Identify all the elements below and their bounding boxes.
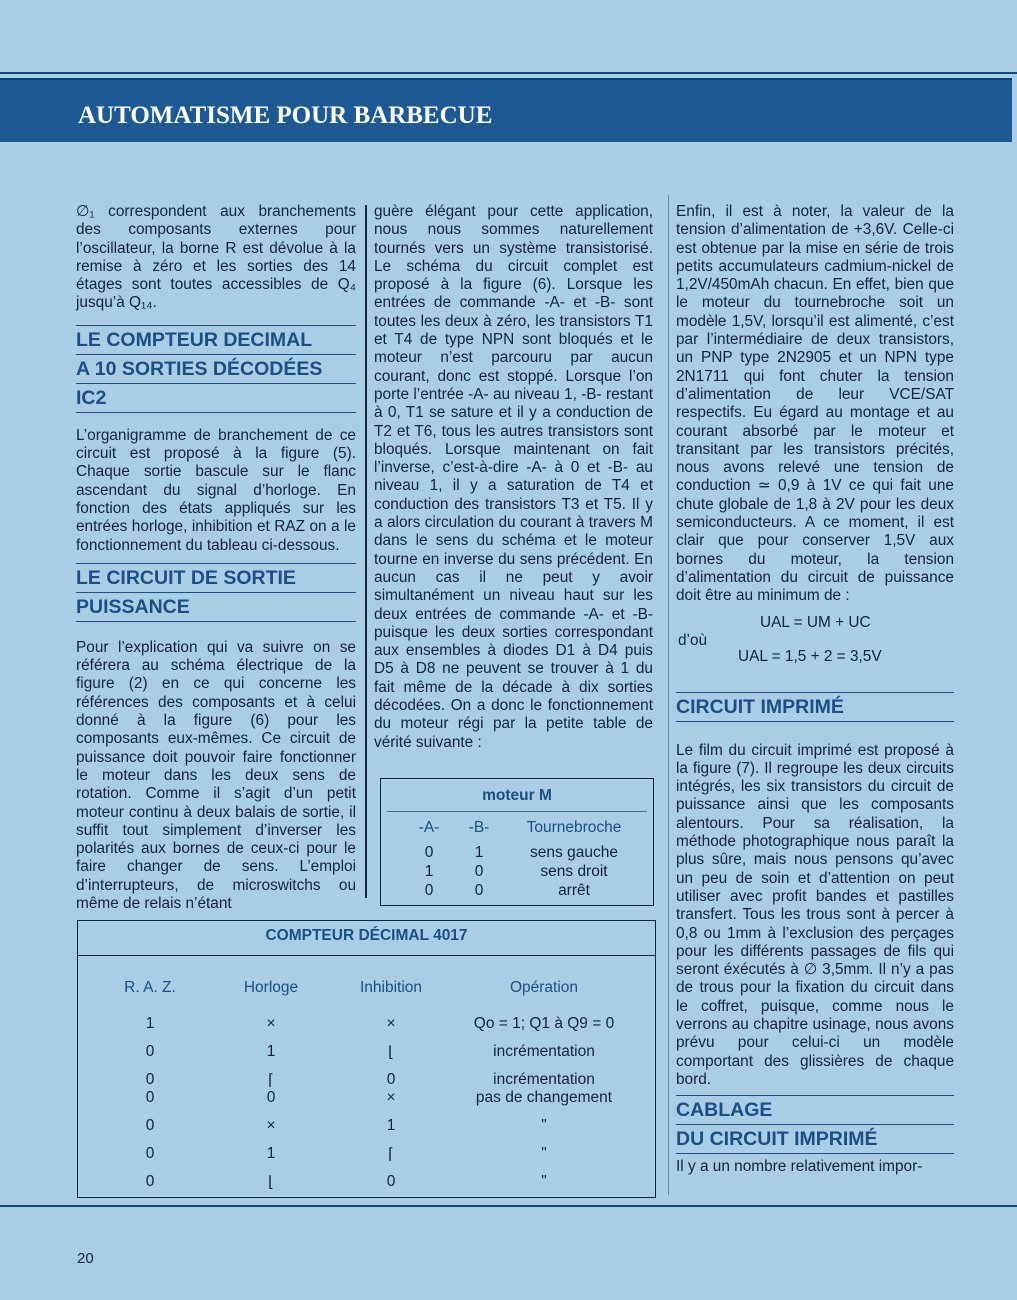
article-title: AUTOMATISME POUR BARBECUE [78,102,493,129]
equation-block [676,612,954,674]
counter-cell: 1 [145,1015,155,1032]
heading-compteur-decimal [76,325,356,413]
page-number: 20 [77,1250,94,1267]
counter-cell: 1 [266,1145,276,1162]
heading-line: CABLAGE [676,1095,954,1125]
heading-cablage [676,1095,954,1154]
equation-1: UAL = UM + UC [760,613,871,631]
heading-line: A 10 SORTIES DÉCODÉES [76,355,356,384]
paragraph-cablage: Il y a un nombre relativement impor- [676,1158,923,1176]
counter-cell: 0 [145,1117,155,1134]
counter-4017-table [77,920,656,1198]
counter-cell: 0 [386,1173,396,1190]
counter-header-raz: R. A. Z. [124,979,176,996]
counter-cell: " [541,1173,547,1190]
motor-cell: 1 [424,863,434,880]
counter-cell: 0 [145,1071,155,1088]
motor-cell: 1 [474,844,484,861]
counter-header-horloge: Horloge [243,979,299,996]
divider [387,811,647,812]
column-divider [668,195,669,1195]
paragraph-organigramme: L’organigramme de branchement de ce circuit est proposé à la figure (5). Chaque sortie bascule sur le flanc ascendant du signal d’horloge. En fonction des états appliqués sur les entrées horloge, inhibition et RAZ on a le fonctionnement du tableau ci-dessous. [76,426,356,554]
falling-edge-symbol: ⌊ [387,1044,395,1061]
motor-header-a: -A- [418,819,440,836]
counter-cell: 0 [386,1071,396,1088]
counter-header-operation: Opération [509,979,579,996]
counter-cell: 0 [145,1089,155,1106]
heading-line: PUISSANCE [76,593,356,622]
paragraph-explication: Pour l’explication qui va suivre on se référera au schéma électrique de la figure (2) en ce qui concerne les références des composants et à celui donné à la figure (6) pour les composants eux-mêmes. Ce circuit de puissance doit pouvoir faire fonctionner le moteur dans les deux sens de rotation. Comme il s’agit d’un petit moteur continu à deux balais de sortie, il suffit tout simplement d’inverser les polarités aux bornes de ceux-ci pour le faire changer de sens. L’emploi d’interrupteurs, de microswitchs ou même de relais n’étant [76,638,356,913]
counter-cell: 1 [266,1043,276,1060]
column-3 [676,203,954,1176]
counter-cell: × [266,1015,276,1032]
paragraph-alimentation: Enfin, il est à noter, la valeur de la tension d’alimentation de +3,6V. Celle-ci est obtenue par la mise en série de trois petits accumulateurs cadmium-nickel de 1,2V/450mAh chacun. En effet, bien que le moteur du tournebroche soit un modèle 1,5V, lorsqu’il est alimenté, c’est par l’intermédiaire de deux transistors, un PNP type 2N2905 et un NPN type 2N1711 qui font chuter la tension d’alimentation de leur VCE/SAT respectifs. Eu égard au montage et au courant absorbé par le moteur et transitant par les transistors précités, nous avons relevé une tension de conduction ≃ 0,9 à 1V ce qui fait une chute globale de 1,8 à 2V pour les deux semiconducteurs. A ce moment, il est clair que pour conserver 1,5V aux bornes du moteur, la tension d’alimentation du circuit de puissance doit être au minimum de : [676,203,954,605]
heading-line: DU CIRCUIT IMPRIMÉ [676,1125,954,1154]
column-1 [76,203,356,913]
counter-cell: × [386,1015,396,1032]
counter-cell: pas de changement [475,1089,613,1106]
column-divider [365,205,367,898]
heading-line: LE COMPTEUR DECIMAL [76,325,356,355]
falling-edge-symbol: ⌊ [267,1174,275,1191]
counter-table-title: COMPTEUR DÉCIMAL 4017 [265,927,468,944]
motor-cell: 0 [424,844,434,861]
counter-header-inhibition: Inhibition [359,979,423,996]
counter-cell: 0 [145,1173,155,1190]
motor-cell: sens droit [540,863,608,880]
divider [78,955,655,956]
heading-line: IC2 [76,384,356,413]
paragraph-transistors: guère élégant pour cette application, nous nous sommes naturellement tournés vers un système transistorisé. Le schéma du circuit complet est proposé à la figure (6). Lorsque les entrées de commande -A- et -B- sont toutes les deux à zéro, les transistors T1 et T4 de type NPN sont bloqués et le moteur n’est parcouru par aucun courant, donc est stoppé. Lorsque l’on porte l’entrée -A- au niveau 1, -B- restant à 0, T1 se sature et il y a conduction de T2 et T6, tous les autres transistors sont bloqués. Lorsque maintenant on fait l’inverse, c’est-à-dire -A- à 0 et -B- au niveau 1, il y a saturation de T4 et conduction des transistors T3 et T5. Il y a alors circulation du courant à travers M dans le sens du schéma et le moteur tourne en inverse du sens précédent. En aucun cas il ne peut y avoir simultanément un niveau haut sur les deux entrées de commande -A- et -B- puisque les deux sorties correspondant aux ensembles à diodes D1 à D4 puis D5 à D8 ne peuvent se trouver à 1 du fait même de la décade à dix sorties décodées. On a donc le fonctionnement du moteur régi par la petite table de vérité suivante : [374,203,653,751]
motor-cell: 0 [474,863,484,880]
heading-line: CIRCUIT IMPRIMÉ [676,692,954,722]
counter-cell: Qo = 1; Q1 à Q9 = 0 [473,1015,615,1032]
rising-edge-symbol: ⌈ [267,1072,275,1089]
bottom-rule [0,1205,1017,1207]
motor-cell: 0 [474,882,484,899]
equation-2: UAL = 1,5 + 2 = 3,5V [738,647,882,665]
counter-cell: × [266,1117,276,1134]
article-banner [0,78,1012,142]
counter-cell: " [541,1117,547,1134]
motor-cell: 0 [424,882,434,899]
counter-cell: " [541,1145,547,1162]
heading-circuit-imprime [676,692,954,722]
motor-truth-table [380,778,654,906]
counter-cell: 0 [266,1089,276,1106]
motor-cell: sens gauche [530,844,618,861]
motor-cell: arrêt [558,882,590,899]
counter-cell: incrémentation [493,1043,595,1060]
paragraph-film: Le film du circuit imprimé est proposé à la figure (7). Il regroupe les deux circuits intégrés, les six transistors du circuit de puissance ainsi que les composants alentours. Pour sa réalisation, la méthode photographique nous paraît la plus sûre, mais nous pensons qu’avec un peu de soin et d’attention on peut utiliser avec profit bandes et pastilles transfert. Tous les trous sont à percer à 0,8 ou 1mm à l’exclusion des perçages pour les différents passages de fils qui seront éxécutés à ∅ 3,5mm. Il n’y a pas de trous pour la fixation du circuit dans le coffret, puisque, comme nous le verrons au chapitre usinage, nous avons prévu pour celui-ci un modèle comportant des glissières de chaque bord. [676,741,954,1088]
motor-table-title: moteur M [482,787,552,804]
paragraph-intro: ∅₁ correspondent aux branchements des composants externes pour l’oscillateur, la borne R est dévolue à la remise à zéro et les sorties des 14 étages sont toutes accessibles de Q₄ jusqu’à Q₁₄. [76,203,356,312]
motor-header-tournebroche: Tournebroche [526,819,622,836]
counter-cell: 0 [145,1145,155,1162]
counter-cell: incrémentation [493,1071,595,1088]
rising-edge-symbol: ⌈ [387,1146,395,1163]
counter-cell: 0 [145,1043,155,1060]
equation-connector: d’où [678,631,708,649]
top-rule [0,72,1017,74]
heading-circuit-sortie [76,563,356,622]
counter-cell: 1 [386,1117,396,1134]
column-2 [374,203,653,752]
counter-cell: × [386,1089,396,1106]
heading-line: LE CIRCUIT DE SORTIE [76,563,356,593]
motor-header-b: -B- [468,819,490,836]
